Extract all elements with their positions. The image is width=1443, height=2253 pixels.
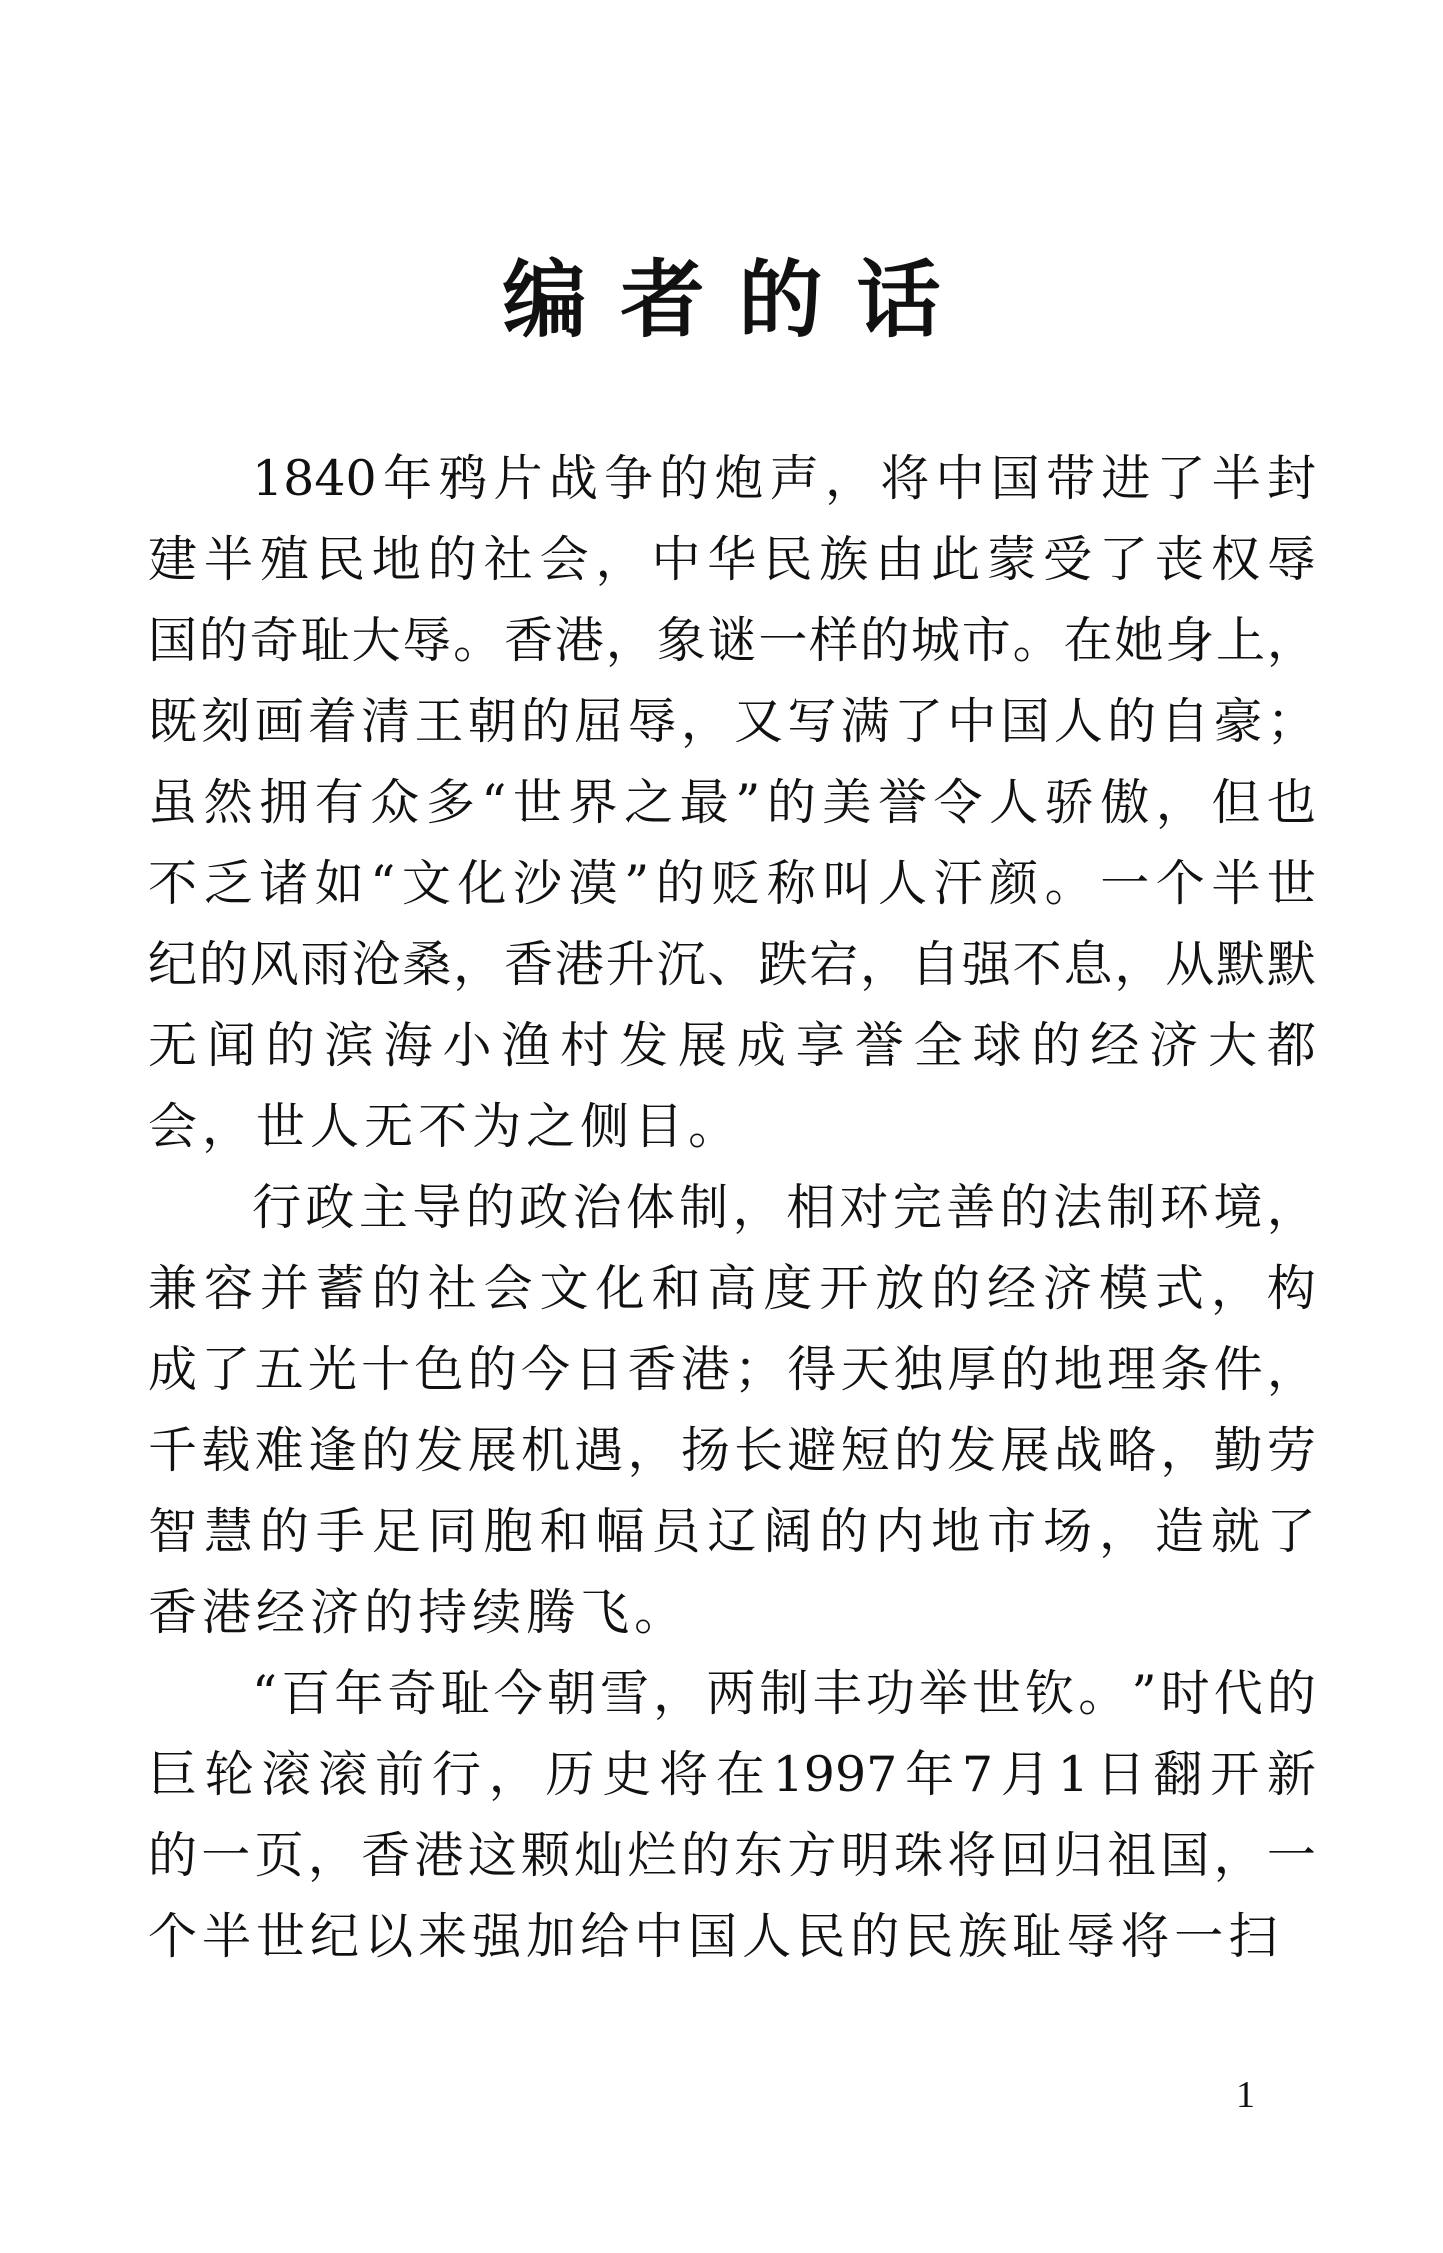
page-number: 1 [1236,2074,1255,2116]
text-line: “ 百 年 奇 耻 今 朝 雪 ， 两 制 丰 功 举 世 钦 。 ” 时 代 的 [252,1665,1316,1722]
text-line: 既 刻 画 着 清 王 朝 的 屈 辱 ， 又 写 满 了 中 国 人 的 自 豪 ； [148,693,1316,750]
text-line: 千 载 难 逢 的 发 展 机 遇 ， 扬 长 避 短 的 发 展 战 略 ， 勤 劳 [148,1422,1316,1479]
text-line: 成 了 五 光 十 色 的 今 日 香 港 ； 得 天 独 厚 的 地 理 条 件 ， [148,1341,1316,1398]
text-line: 无 闻 的 滨 海 小 渔 村 发 展 成 享 誉 全 球 的 经 济 大 都 [148,1017,1316,1074]
text-line: 个 半 世 纪 以 来 强 加 给 中 国 人 民 的 民 族 耻 辱 将 一 扫 [148,1908,1283,1965]
text-line: 会 ， 世 人 无 不 为 之 侧 目 。 [148,1098,743,1155]
text-line: 纪 的 风 雨 沧 桑 ， 香 港 升 沉 、 跌 宕 ， 自 强 不 息 ， 从 默 默 [148,936,1316,993]
text-line: 行 政 主 导 的 政 治 体 制 ， 相 对 完 善 的 法 制 环 境 ， [252,1179,1316,1236]
page-title: 编者的话 [502,251,975,349]
text-line: 建 半 殖 民 地 的 社 会 ， 中 华 民 族 由 此 蒙 受 了 丧 权 辱 [148,531,1316,588]
text-line: 智 慧 的 手 足 同 胞 和 幅 员 辽 阔 的 内 地 市 场 ， 造 就 了 [148,1503,1316,1560]
body-text [148,438,1316,1977]
text-line: 虽 然 拥 有 众 多 “ 世 界 之 最 ” 的 美 誉 令 人 骄 傲 ， 但 也 [148,774,1316,831]
text-line: 巨 轮 滚 滚 前 行 ， 历 史 将 在 1997 年 7 月 1 日 翻 开 新 [148,1746,1316,1803]
text-line: 香 港 经 济 的 持 续 腾 飞 。 [148,1584,689,1641]
text-line: 1840 年 鸦 片 战 争 的 炮 声 ， 将 中 国 带 进 了 半 封 [252,450,1316,507]
text-line: 兼 容 并 蓄 的 社 会 文 化 和 高 度 开 放 的 经 济 模 式 ， 构 [148,1260,1316,1317]
text-line: 的 一 页 ， 香 港 这 颗 灿 烂 的 东 方 明 珠 将 回 归 祖 国 ， 一 [148,1827,1316,1884]
text-line: 不 乏 诸 如 “ 文 化 沙 漠 ” 的 贬 称 叫 人 汗 颜 。 一 个 半 世 [148,855,1316,912]
text-line: 国 的 奇 耻 大 辱 。 香 港 ， 象 谜 一 样 的 城 市 。 在 她 身 上 ， [148,612,1316,669]
